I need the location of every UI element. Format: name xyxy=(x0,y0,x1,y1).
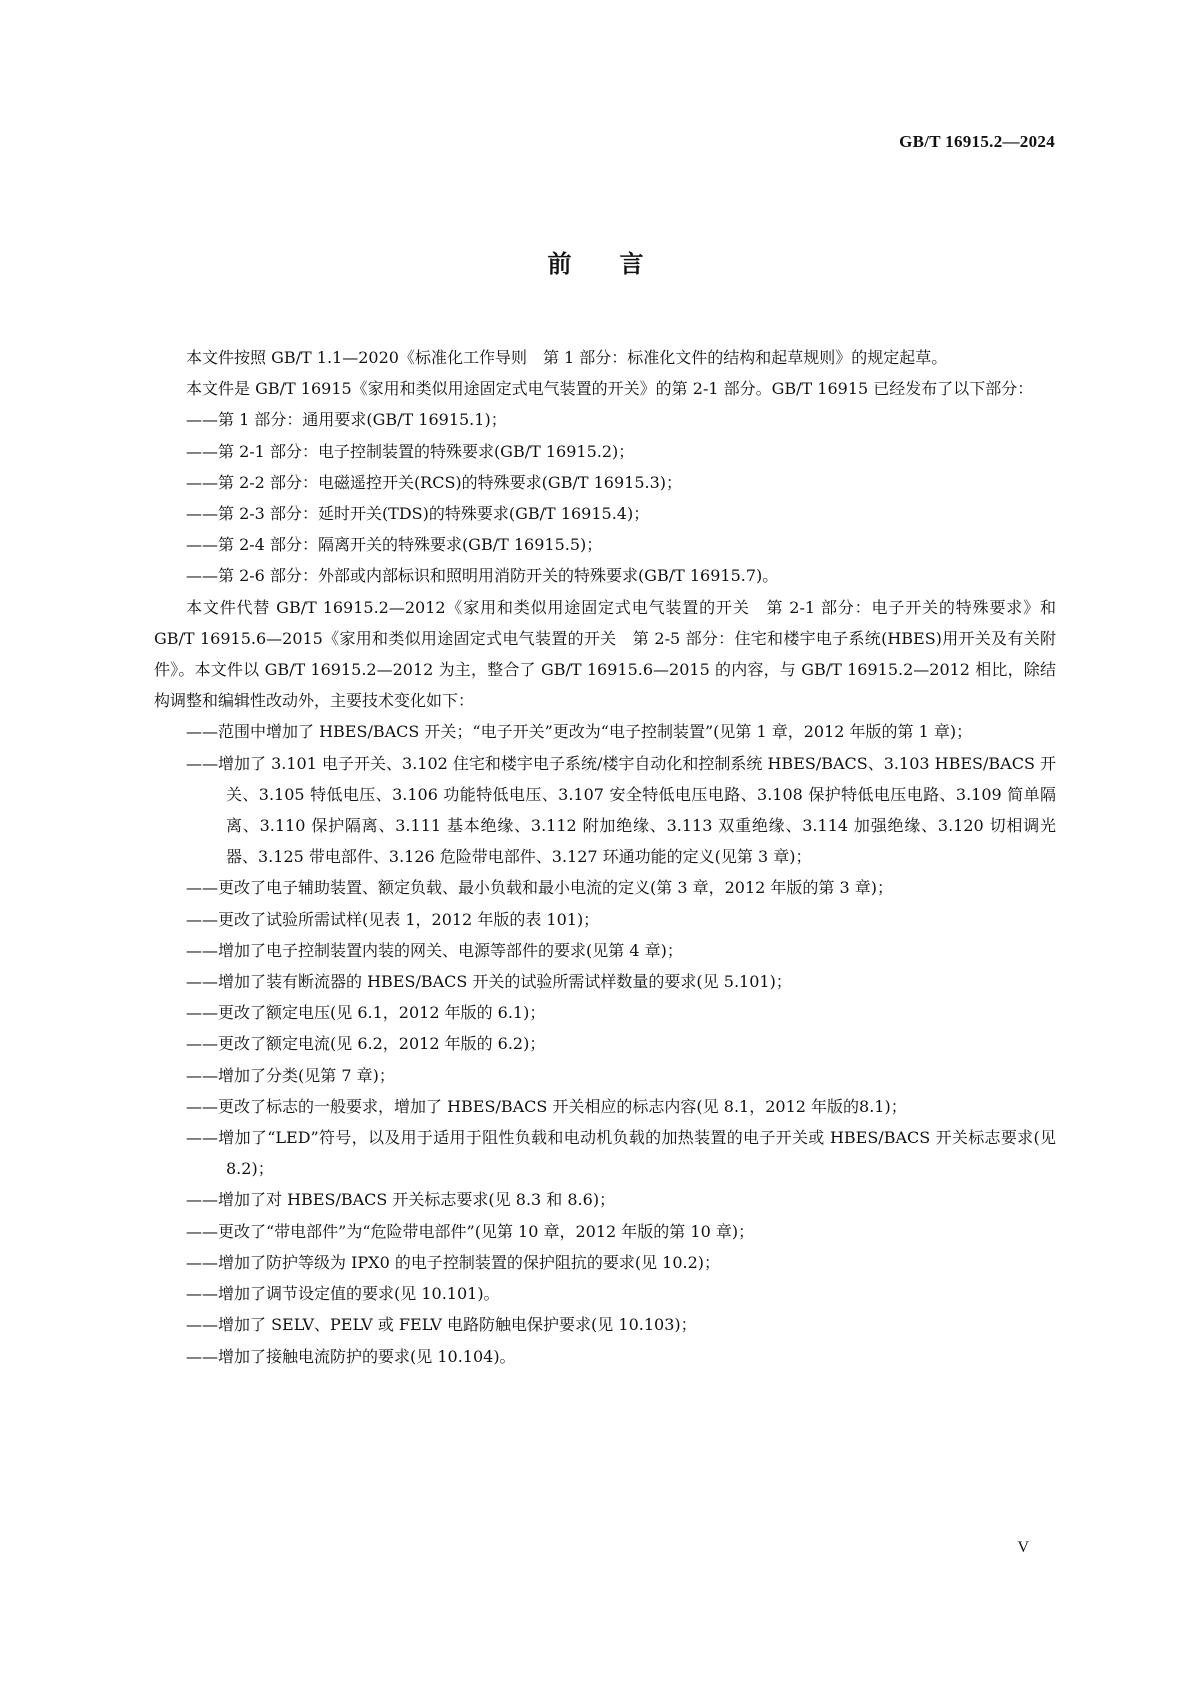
change-item: ——增加了接触电流防护的要求(见 10.104)。 xyxy=(186,1346,516,1366)
change-item: ——增加了电子控制装置内装的网关、电源等部件的要求(见第 4 章)； xyxy=(186,940,683,960)
change-item: ——增加了 3.101 电子开关、3.102 住宅和楼宇电子系统/楼宇自动化和控制系统 HBES/BACS、3.103 HBES/BACS 开关、3.105 特低电压、3.106 功能特低电压、3.107 安全特低电压电路、3.108 保护特低电压电路、3.109 简单隔离、3.110 保护隔离、3.111 基本绝缘、3.112 附加绝缘、3.113 双重绝缘、3.114 加强绝缘、3.120 切相调光器、3.125 带电部件、3.126 危险带电部件、3.127 环通功能的定义(见第 3 章)； xyxy=(186,753,1056,867)
page-number: V xyxy=(1017,1539,1029,1556)
change-item: ——更改了额定电压(见 6.1，2012 年版的 6.1)； xyxy=(186,1003,546,1023)
change-item: ——增加了调节设定值的要求(见 10.101)。 xyxy=(186,1284,500,1304)
change-item: ——增加了 SELV、PELV 或 FELV 电路防触电保护要求(见 10.103)； xyxy=(186,1315,697,1335)
parts-list-item: ——第 2-3 部分：延时开关(TDS)的特殊要求(GB/T 16915.4)； xyxy=(186,504,650,524)
change-item: ——更改了电子辅助装置、额定负载、最小负载和最小电流的定义(第 3 章，2012 年版的第 3 章)； xyxy=(186,878,893,898)
change-item: ——更改了标志的一般要求，增加了 HBES/BACS 开关相应的标志内容(见 8.1，2012 年版的8.1)； xyxy=(186,1096,907,1116)
change-item: ——更改了“带电部件”为“危险带电部件”(见第 10 章，2012 年版的第 10 章)； xyxy=(186,1221,755,1241)
change-item: ——更改了额定电流(见 6.2，2012 年版的 6.2)； xyxy=(186,1034,546,1054)
change-item: ——增加了防护等级为 IPX0 的电子控制装置的保护阻抗的要求(见 10.2)； xyxy=(186,1252,721,1272)
change-item: ——增加了装有断流器的 HBES/BACS 开关的试验所需试样数量的要求(见 5.101)； xyxy=(186,972,792,992)
page-title: 前言 xyxy=(547,250,692,278)
replace-paragraph: 本文件代替 GB/T 16915.2—2012《家用和类似用途固定式电气装置的开关 第 2-1 部分：电子开关的特殊要求》和 GB/T 16915.6—2015《家用和类似用途固定式电气装置的开关 第 2-5 部分：住宅和楼宇电子系统(HBES)用开关及有关附件》。本文件以 GB/T 16915.2—2012 为主，整合了 GB/T 16915.6—2015 的内容，与 GB/T 16915.2—2012 相比，除结构调整和编辑性改动外，主要技术变化如下： xyxy=(154,597,1056,711)
intro-paragraph: 本文件是 GB/T 16915《家用和类似用途固定式电气装置的开关》的第 2-1 部分。GB/T 16915 已经发布了以下部分： xyxy=(186,379,1034,399)
change-item: ——范围中增加了 HBES/BACS 开关；“电子开关”更改为“电子控制装置”(见第 1 章，2012 年版的第 1 章)； xyxy=(186,722,973,742)
change-item: ——增加了对 HBES/BACS 开关标志要求(见 8.3 和 8.6)； xyxy=(186,1190,616,1210)
change-item: ——增加了分类(见第 7 章)； xyxy=(186,1065,395,1085)
intro-paragraph: 本文件按照 GB/T 1.1—2020《标准化工作导则 第 1 部分：标准化文件的结构和起草规则》的规定起草。 xyxy=(186,348,948,367)
parts-list-item: ——第 2-1 部分：电子控制装置的特殊要求(GB/T 16915.2)； xyxy=(186,441,635,461)
parts-list-item: ——第 1 部分：通用要求(GB/T 16915.1)； xyxy=(186,410,507,430)
parts-list-item: ——第 2-6 部分：外部或内部标识和照明用消防开关的特殊要求(GB/T 16915.7)。 xyxy=(186,566,779,586)
change-item: ——更改了试验所需试样(见表 1，2012 年版的表 101)； xyxy=(186,909,600,929)
preface-body xyxy=(154,342,1056,1372)
standard-number: GB/T 16915.2—2024 xyxy=(899,132,1055,151)
parts-list-item: ——第 2-2 部分：电磁遥控开关(RCS)的特殊要求(GB/T 16915.3)； xyxy=(186,472,683,492)
parts-list-item: ——第 2-4 部分：隔离开关的特殊要求(GB/T 16915.5)； xyxy=(186,535,603,555)
change-item: ——增加了“LED”符号，以及用于适用于阻性负载和电动机负载的加热装置的电子开关或 HBES/BACS 开关标志要求(见 8.2)； xyxy=(186,1128,1056,1179)
